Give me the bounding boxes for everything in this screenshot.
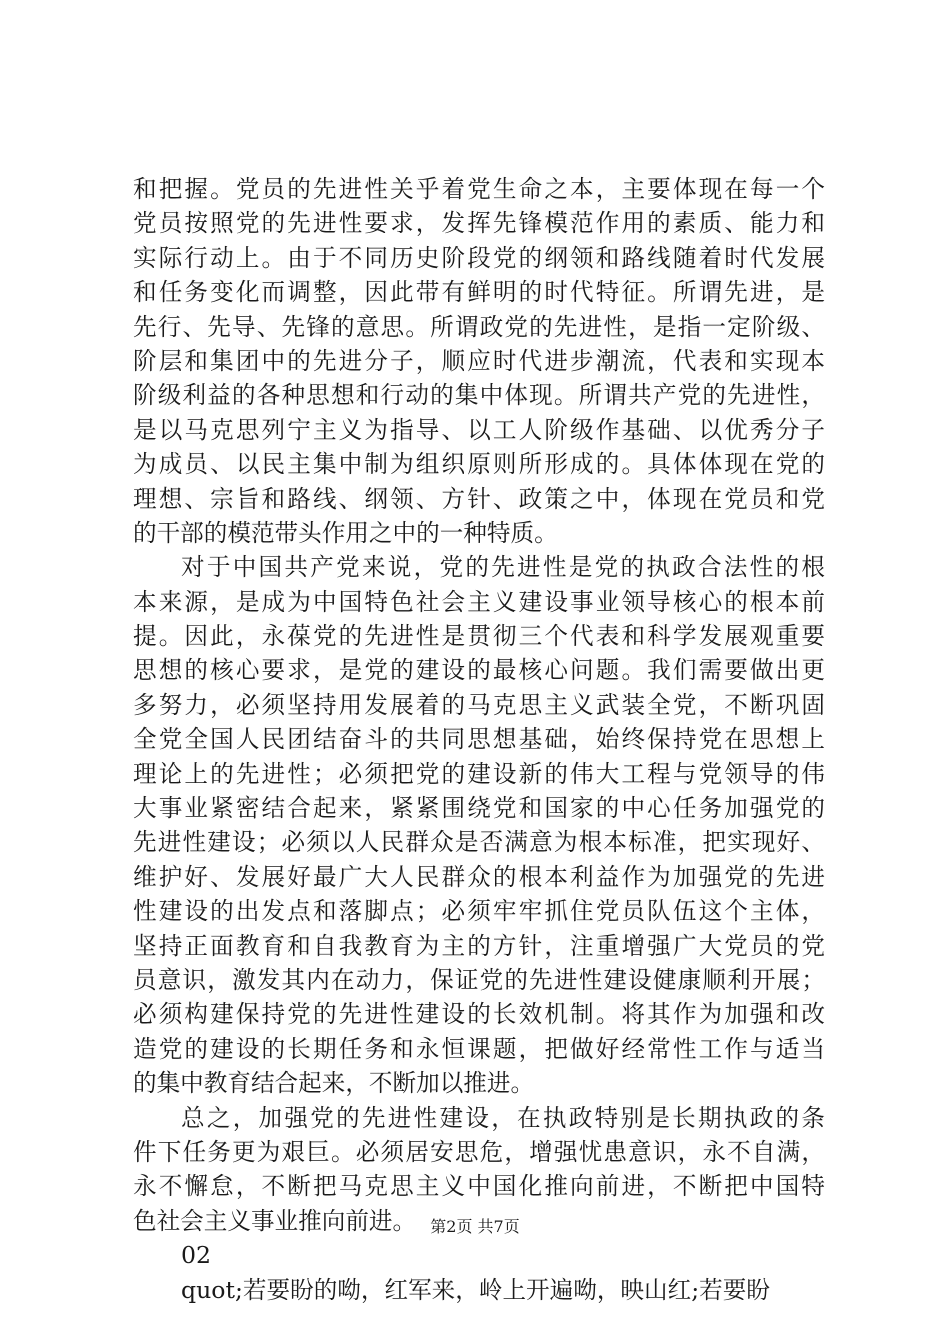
- text-line: 永不懈怠，不断把马克思主义中国化推向前进，不断把中国特: [133, 1172, 825, 1201]
- text-line: 维护好、发展好最广大人民群众的根本利益作为加强党的先进: [133, 862, 825, 891]
- text-line: 提。因此，永葆党的先进性是贯彻三个代表和科学发展观重要: [133, 622, 825, 651]
- text-line: quot;若要盼的呦，红军来，岭上开遍呦，映山红;若要盼: [181, 1275, 770, 1304]
- text-line: 总之，加强党的先进性建设，在执政特别是长期执政的条: [181, 1103, 825, 1132]
- text-line: 坚持正面教育和自我教育为主的方针，注重增强广大党员的党: [133, 931, 825, 960]
- text-line: 阶层和集团中的先进分子，顺应时代进步潮流，代表和实现本: [133, 346, 825, 375]
- text-line: 大事业紧密结合起来，紧紧围绕党和国家的中心任务加强党的: [133, 794, 825, 823]
- text-line: 造党的建设的长期任务和永恒课题，把做好经常性工作与适当: [133, 1034, 825, 1063]
- text-line: 是以马克思列宁主义为指导、以工人阶级作基础、以优秀分子: [133, 415, 825, 444]
- text-line: 阶级利益的各种思想和行动的集中体现。所谓共产党的先进性，: [133, 381, 825, 410]
- text-line: 先进性建设；必须以人民群众是否满意为根本标准，把实现好、: [133, 828, 825, 857]
- text-line: 色社会主义事业推向前进。: [133, 1206, 417, 1235]
- text-line: 实际行动上。由于不同历史阶段党的纲领和路线随着时代发展: [133, 243, 825, 272]
- text-line: 必须构建保持党的先进性建设的长效机制。将其作为加强和改: [133, 1000, 825, 1029]
- text-line: 全党全国人民团结奋斗的共同思想基础，始终保持党在思想上: [133, 725, 825, 754]
- section-number: 02: [181, 1241, 212, 1270]
- text-line: 理想、宗旨和路线、纲领、方针、政策之中，体现在党员和党: [133, 484, 825, 513]
- text-line: 员意识，激发其内在动力，保证党的先进性建设健康顺利开展；: [133, 965, 825, 994]
- text-line: 思想的核心要求，是党的建设的最核心问题。我们需要做出更: [133, 656, 825, 685]
- text-line: 先行、先导、先锋的意思。所谓政党的先进性，是指一定阶级、: [133, 312, 825, 341]
- text-line: 性建设的出发点和落脚点；必须牢牢抓住党员队伍这个主体，: [133, 897, 825, 926]
- text-line: 为成员、以民主集中制为组织原则所形成的。具体体现在党的: [133, 450, 825, 479]
- text-line: 件下任务更为艰巨。必须居安思危，增强忧患意识，永不自满，: [133, 1137, 825, 1166]
- text-line: 理论上的先进性；必须把党的建设新的伟大工程与党领导的伟: [133, 759, 825, 788]
- document-body: [133, 172, 825, 1307]
- text-line: 的集中教育结合起来，不断加以推进。: [133, 1069, 535, 1098]
- text-line: 和任务变化而调整，因此带有鲜明的时代特征。所谓先进，是: [133, 278, 825, 307]
- text-line: 的干部的模范带头作用之中的一种特质。: [133, 518, 558, 547]
- text-line: 和把握。党员的先进性关乎着党生命之本，主要体现在每一个: [133, 175, 825, 203]
- page-indicator: 第2页 共7页: [430, 1217, 520, 1236]
- text-line: 党员按照党的先进性要求，发挥先锋模范作用的素质、能力和: [133, 209, 825, 238]
- text-line: 多努力，必须坚持用发展着的马克思主义武装全党，不断巩固: [133, 690, 825, 719]
- text-line: 本来源，是成为中国特色社会主义建设事业领导核心的根本前: [133, 587, 825, 616]
- text-line: 对于中国共产党来说，党的先进性是党的执政合法性的根: [181, 553, 825, 582]
